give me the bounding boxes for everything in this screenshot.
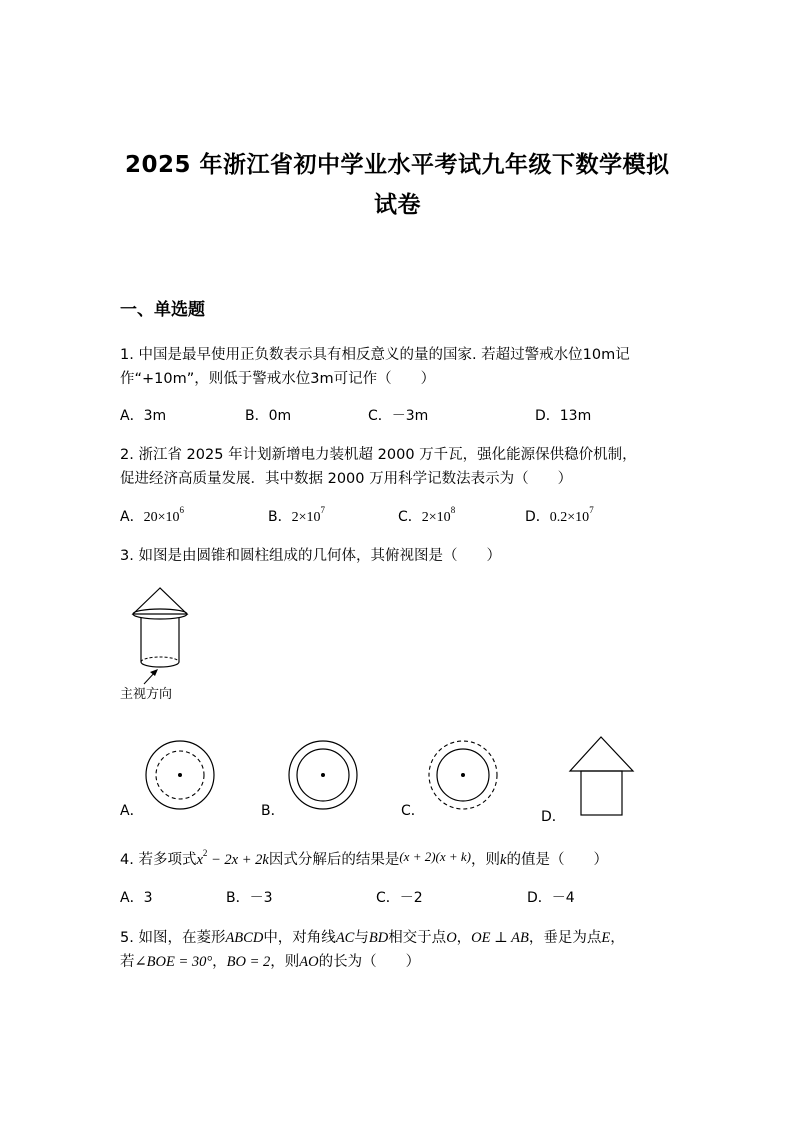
cylinder-bottom-back (141, 657, 179, 662)
q2-option-d (525, 506, 594, 526)
page-title-line1: 2025 年浙江省初中学业水平考试九年级下数学模拟 (125, 152, 670, 178)
q2-option-b-base: 2×10 (291, 510, 321, 525)
q5-e: E (601, 930, 611, 946)
q5-angle: ∠BOE = 30° (134, 954, 213, 970)
cone-cylinder-figure (120, 585, 200, 685)
q5-text-b: 中，对角线 (263, 930, 336, 946)
q3-option-d-label: D． (541, 809, 566, 825)
view-direction-label: 主视方向 (120, 687, 173, 702)
cylinder-bottom-front (141, 662, 179, 667)
q3-option-a-figure (141, 736, 221, 816)
q2-option-d-exp: 7 (589, 505, 594, 515)
q1-option-d: D．13m (535, 408, 592, 424)
q4-poly-exp: 2 (202, 848, 208, 858)
q5-bo: BO = 2 (226, 954, 271, 970)
section-heading: 一、单选题 (120, 300, 205, 320)
q2-option-b (268, 506, 325, 526)
q1-option-b: B．0m (245, 408, 292, 424)
q2-option-c (398, 506, 455, 526)
q2-option-d-label: D． (525, 509, 550, 525)
q5-ac: AC (335, 930, 355, 946)
question-1-line2: 作“+10m”，则低于警戒水位3m可记作（ ） (120, 371, 436, 387)
q2-option-b-exp: 7 (320, 505, 326, 515)
q4-k: k (500, 852, 507, 868)
q2-option-a-base: 20×10 (143, 510, 180, 525)
q1-option-a: A．3m (120, 408, 167, 424)
q5-perp: OE ⊥ AB (471, 930, 529, 946)
q4-poly-x: x (196, 852, 203, 868)
q5-text-d: 相交于点 (388, 930, 447, 946)
center-dot (461, 773, 465, 777)
q4-post2: 的值是（ ） (506, 852, 608, 868)
q4-pre: 4. 若多项式 (120, 852, 197, 868)
q5-text-h: 若 (120, 954, 135, 970)
q5-text-f: ，垂足为点 (528, 930, 602, 946)
q5-text-i: ， (212, 954, 227, 970)
q2-option-d-base: 0.2×10 (549, 510, 590, 525)
center-dot (178, 773, 182, 777)
q5-text-a: 5. 如图，在菱形 (120, 930, 226, 946)
q2-option-b-label: B． (268, 509, 292, 525)
q5-o: O (446, 930, 457, 946)
q2-option-c-base: 2×10 (421, 510, 451, 525)
q5-ao: AO (299, 954, 319, 970)
q3-option-b-label: B． (261, 803, 285, 819)
q5-text-g: ， (610, 930, 625, 946)
question-5-line2 (120, 950, 420, 971)
q2-option-c-exp: 8 (450, 505, 456, 515)
q5-text-c: 与 (354, 930, 369, 946)
q5-text-j: ，则 (270, 954, 300, 970)
question-2-line1: 2. 浙江省 2025 年计划新增电力装机超 2000 万千瓦，强化能源保供稳价机制， (120, 447, 637, 463)
question-5-line1 (120, 926, 625, 947)
q3-option-b-figure (284, 736, 364, 816)
q3-option-a-label: A． (120, 803, 144, 819)
q3-option-c-label: C． (401, 803, 425, 819)
question-3-line1: 3. 如图是由圆锥和圆柱组成的几何体，其俯视图是（ ） (120, 548, 501, 564)
question-2-line2: 促进经济高质量发展．其中数据 2000 万用科学记数法表示为（ ） (120, 471, 573, 487)
q2-option-a (120, 506, 184, 526)
question-4-line1 (120, 848, 608, 869)
q5-abcd: ABCD (225, 930, 264, 946)
q4-poly-rest: − 2x + 2k (207, 852, 269, 868)
q4-option-b: B．－3 (226, 890, 273, 906)
center-dot (321, 773, 325, 777)
q4-mid: 因式分解后的结果是 (268, 852, 400, 868)
q2-option-c-label: C． (398, 509, 422, 525)
square-base (581, 771, 622, 815)
q5-text-e: ， (456, 930, 472, 946)
question-1-line1: 1. 中国是最早使用正负数表示具有相反意义的量的国家. 若超过警戒水位10m记 (120, 347, 630, 363)
q3-option-d-figure (568, 735, 638, 820)
q5-bd: BD (368, 930, 389, 946)
q4-option-d: D．－4 (527, 890, 575, 906)
q1-option-c: C．－3m (368, 408, 429, 424)
q4-factor: (x + 2)(x + k) (399, 849, 472, 864)
q2-option-a-label: A． (120, 509, 144, 525)
page-title-line2: 试卷 (374, 192, 421, 218)
q2-option-a-exp: 6 (179, 505, 184, 515)
q4-post1: ，则 (471, 852, 501, 868)
q5-text-k: 的长为（ ） (318, 954, 421, 970)
triangle-roof (570, 737, 633, 771)
q4-option-c: C．－2 (376, 890, 423, 906)
q4-option-a: A．3 (120, 890, 153, 906)
q3-option-c-figure (424, 736, 504, 816)
arrow-head (150, 669, 158, 676)
